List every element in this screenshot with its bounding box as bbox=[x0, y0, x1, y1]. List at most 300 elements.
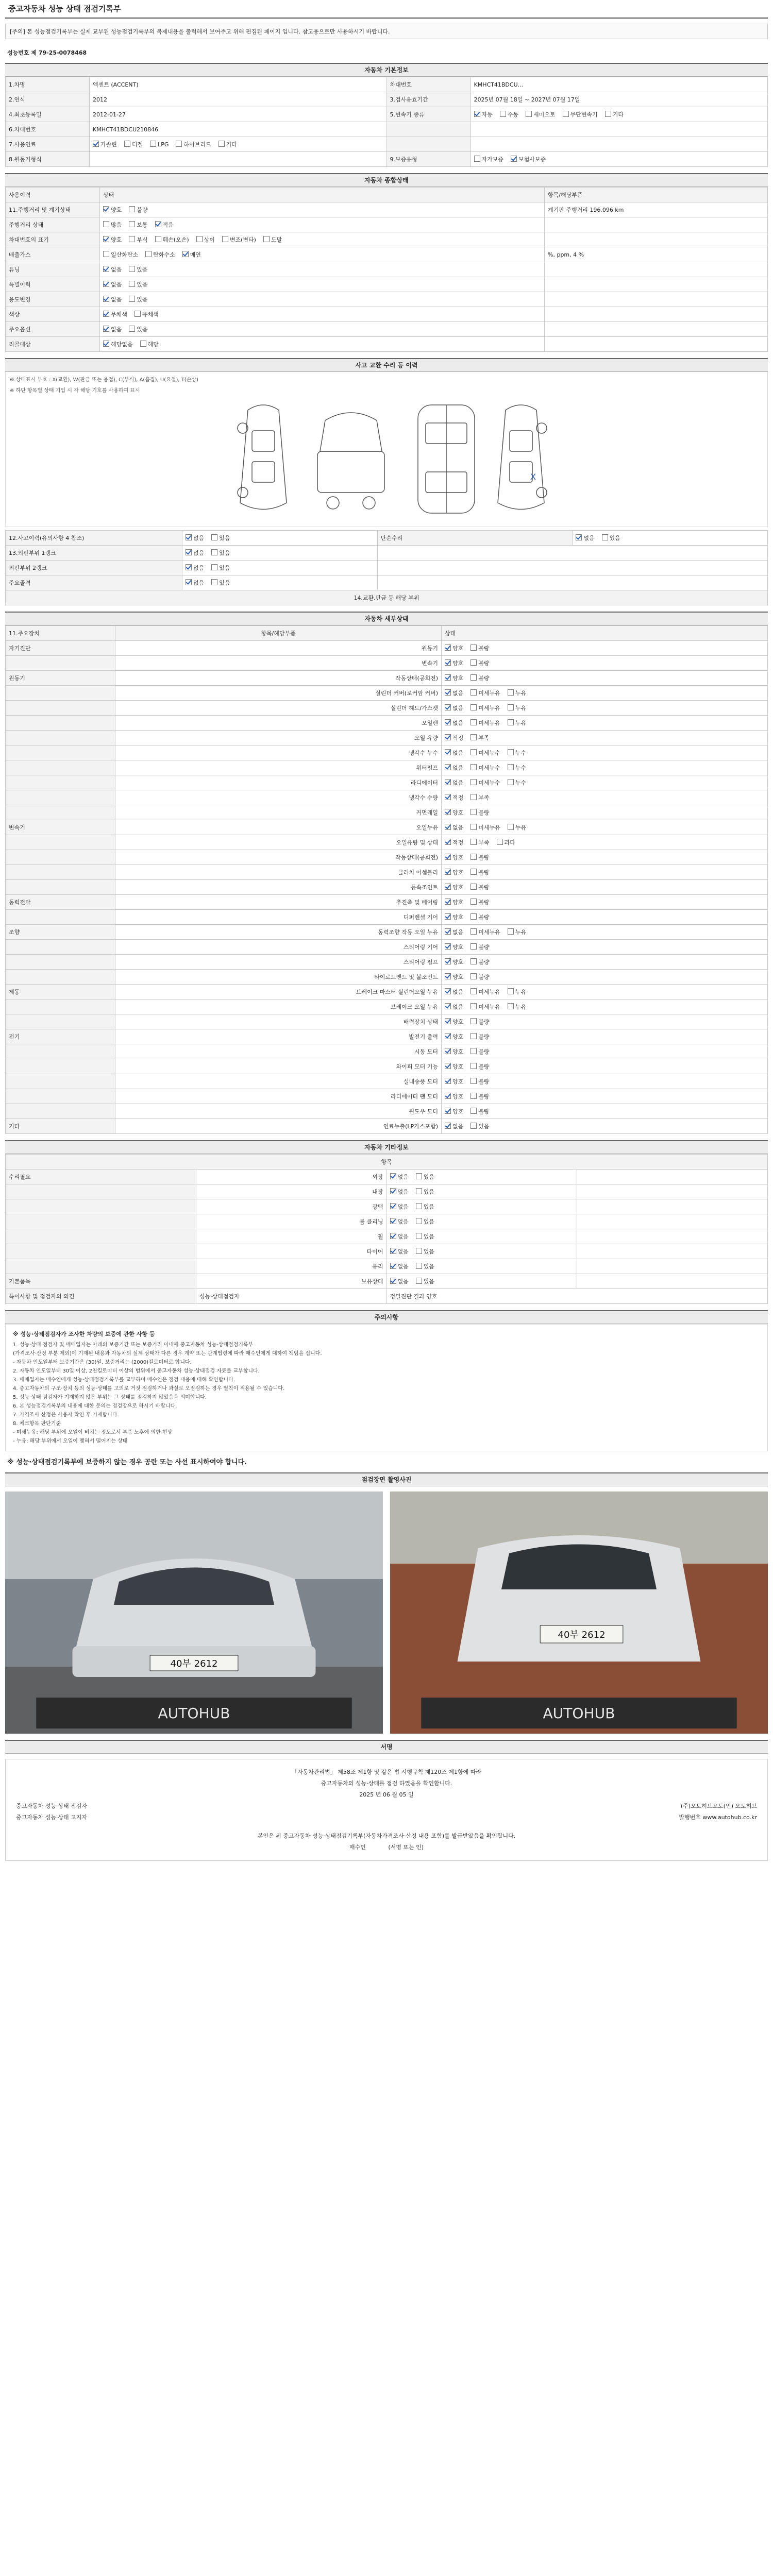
option: 양호 bbox=[445, 645, 463, 652]
general-checkbox[interactable] bbox=[103, 281, 109, 287]
basic-info-table bbox=[5, 77, 768, 167]
option: 미세누유 bbox=[470, 720, 500, 726]
detail-checkbox[interactable] bbox=[445, 1108, 451, 1114]
section-basic-title: 자동차 기본정보 bbox=[5, 63, 768, 77]
fuel-checkbox[interactable] bbox=[176, 141, 182, 147]
inspector-label: 중고자동차 성능·상태 점검자 bbox=[16, 1803, 88, 1809]
accident-checkbox[interactable] bbox=[211, 579, 217, 585]
general-checkbox[interactable] bbox=[196, 236, 203, 242]
other-options bbox=[390, 1233, 442, 1240]
other-checkbox[interactable] bbox=[390, 1248, 396, 1254]
detail-table bbox=[5, 625, 768, 1134]
transmission-checkbox[interactable] bbox=[500, 111, 506, 117]
other-row bbox=[6, 1229, 768, 1244]
general-label: 11.주행거리 및 계기상태 bbox=[6, 202, 100, 217]
detail-checkbox[interactable] bbox=[445, 794, 451, 800]
detail-checkbox[interactable] bbox=[470, 973, 477, 979]
accident-checkbox[interactable] bbox=[186, 534, 192, 540]
general-state bbox=[100, 202, 545, 217]
detail-checkbox[interactable] bbox=[470, 779, 477, 785]
other-extra bbox=[577, 1274, 768, 1289]
other-checkbox[interactable] bbox=[416, 1218, 422, 1224]
detail-state bbox=[442, 701, 768, 716]
option: 있음 bbox=[129, 266, 147, 273]
detail-checkbox[interactable] bbox=[470, 1018, 477, 1024]
detail-checkbox[interactable] bbox=[470, 958, 477, 964]
section-detail-title: 자동차 세부상태 bbox=[5, 612, 768, 625]
detail-checkbox[interactable] bbox=[445, 1003, 451, 1009]
accident-checkbox[interactable] bbox=[211, 549, 217, 555]
detail-checkbox[interactable] bbox=[470, 659, 477, 666]
detail-checkbox[interactable] bbox=[445, 1063, 451, 1069]
sign-line-1: 「자동차관리법」 제58조 제1항 및 같은 법 시행규칙 제120조 제1항에 따라 bbox=[291, 1769, 482, 1775]
other-item: 외장 bbox=[196, 1170, 386, 1184]
detail-checkbox[interactable] bbox=[470, 749, 477, 755]
other-item: 광택 bbox=[196, 1199, 386, 1214]
general-part bbox=[545, 292, 768, 307]
section-photo-title: 점검장면 촬영사진 bbox=[5, 1472, 768, 1486]
other-info-table bbox=[5, 1154, 768, 1304]
detail-item: 타이로드엔드 및 볼조인트 bbox=[115, 970, 442, 985]
detail-checkbox[interactable] bbox=[470, 988, 477, 994]
detail-checkbox[interactable] bbox=[445, 943, 451, 950]
option: 불량 bbox=[470, 899, 489, 906]
option: 적정 bbox=[445, 735, 463, 741]
empty bbox=[377, 575, 767, 590]
general-checkbox[interactable] bbox=[129, 236, 135, 242]
detail-checkbox[interactable] bbox=[445, 958, 451, 964]
other-group bbox=[6, 1199, 196, 1214]
other-item: 룸 클리닝 bbox=[196, 1214, 386, 1229]
detail-item: 윈도우 모터 bbox=[115, 1104, 442, 1119]
detail-item: 오일 유량 bbox=[115, 731, 442, 745]
general-checkbox[interactable] bbox=[135, 311, 141, 317]
other-checkbox[interactable] bbox=[390, 1263, 396, 1269]
detail-checkbox[interactable] bbox=[445, 988, 451, 994]
other-checkbox[interactable] bbox=[416, 1203, 422, 1209]
detail-group: 기타 bbox=[6, 1119, 115, 1134]
detail-checkbox[interactable] bbox=[470, 689, 477, 696]
other-state bbox=[386, 1184, 577, 1199]
detail-checkbox[interactable] bbox=[508, 928, 514, 935]
detail-checkbox[interactable] bbox=[470, 943, 477, 950]
transmission-checkbox[interactable] bbox=[474, 111, 480, 117]
other-row bbox=[6, 1214, 768, 1229]
accident-row bbox=[6, 575, 768, 590]
simple-repair-checkbox[interactable] bbox=[602, 534, 608, 540]
detail-item: 실린더 커버(로커암 커버) bbox=[115, 686, 442, 701]
detail-checkbox[interactable] bbox=[470, 794, 477, 800]
option: 불량 bbox=[470, 1063, 489, 1070]
col-head: 사용이력 bbox=[6, 188, 100, 202]
general-checkbox[interactable] bbox=[129, 206, 135, 212]
note-line: 2. 자동차 인도일부터 30일 이상, 2천킬로미터 이상의 범위에서 중고자동차 성능·상태점검 자료를 교부합니다. bbox=[13, 1368, 260, 1374]
detail-group bbox=[6, 775, 115, 790]
detail-checkbox[interactable] bbox=[470, 839, 477, 845]
detail-state bbox=[442, 1059, 768, 1074]
other-checkbox[interactable] bbox=[390, 1188, 396, 1194]
detail-state bbox=[442, 686, 768, 701]
fuel-checkbox[interactable] bbox=[93, 141, 99, 147]
other-header bbox=[6, 1155, 768, 1170]
option: 양호 bbox=[445, 854, 463, 861]
detail-checkbox[interactable] bbox=[445, 854, 451, 860]
other-checkbox[interactable] bbox=[416, 1248, 422, 1254]
option: 누수 bbox=[508, 779, 526, 786]
detail-checkbox[interactable] bbox=[445, 928, 451, 935]
general-label: 배출가스 bbox=[6, 247, 100, 262]
other-checkbox[interactable] bbox=[416, 1278, 422, 1284]
general-part bbox=[545, 232, 768, 247]
accident-row bbox=[6, 561, 768, 575]
detail-checkbox[interactable] bbox=[470, 1108, 477, 1114]
detail-state bbox=[442, 925, 768, 940]
sign-dealer-row bbox=[16, 1812, 757, 1823]
general-checkbox[interactable] bbox=[155, 221, 161, 227]
dealer-value: 발행번호 www.autohub.co.kr bbox=[679, 1814, 757, 1821]
detail-options bbox=[445, 645, 497, 652]
detail-checkbox[interactable] bbox=[445, 659, 451, 666]
option: 없음 bbox=[186, 565, 204, 571]
other-checkbox[interactable] bbox=[416, 1188, 422, 1194]
option: 불량 bbox=[470, 974, 489, 980]
basic-value: 2012 bbox=[90, 92, 387, 107]
notes-body bbox=[5, 1324, 768, 1451]
option: 있음 bbox=[416, 1263, 434, 1270]
option: 불량 bbox=[470, 1019, 489, 1025]
general-state bbox=[100, 307, 545, 322]
detail-checkbox[interactable] bbox=[470, 869, 477, 875]
general-checkbox[interactable] bbox=[103, 311, 109, 317]
detail-checkbox[interactable] bbox=[470, 1123, 477, 1129]
general-checkbox[interactable] bbox=[103, 296, 109, 302]
general-checkbox[interactable] bbox=[182, 251, 189, 257]
detail-checkbox[interactable] bbox=[445, 869, 451, 875]
detail-state bbox=[442, 835, 768, 850]
other-checkbox[interactable] bbox=[416, 1233, 422, 1239]
basic-row bbox=[6, 77, 768, 92]
general-options bbox=[103, 326, 155, 333]
detail-checkbox[interactable] bbox=[470, 645, 477, 651]
fuel-checkbox[interactable] bbox=[124, 141, 130, 147]
option: 누유 bbox=[508, 824, 526, 831]
warranty-checkbox[interactable] bbox=[474, 156, 480, 162]
accident-label: 12.사고이력(유의사항 4 참조) bbox=[6, 531, 182, 546]
detail-checkbox[interactable] bbox=[445, 1093, 451, 1099]
detail-checkbox[interactable] bbox=[445, 689, 451, 696]
detail-checkbox[interactable] bbox=[508, 704, 514, 710]
detail-checkbox[interactable] bbox=[445, 1123, 451, 1129]
detail-options bbox=[445, 1123, 497, 1130]
option: 있음 bbox=[416, 1218, 434, 1225]
detail-options bbox=[445, 1063, 497, 1070]
detail-state bbox=[442, 985, 768, 999]
warranty-options bbox=[474, 156, 553, 163]
detail-options bbox=[445, 779, 533, 786]
option: 없음 bbox=[103, 326, 122, 333]
detail-checkbox[interactable] bbox=[508, 824, 514, 830]
detail-row bbox=[6, 895, 768, 910]
warranty-checkbox[interactable] bbox=[511, 156, 517, 162]
general-row bbox=[6, 232, 768, 247]
front-photo bbox=[5, 1492, 383, 1734]
basic-label bbox=[386, 137, 470, 152]
inspection-photos bbox=[5, 1492, 768, 1734]
detail-checkbox[interactable] bbox=[445, 734, 451, 740]
detail-checkbox[interactable] bbox=[470, 674, 477, 681]
accident-checkbox[interactable] bbox=[211, 564, 217, 570]
detail-checkbox[interactable] bbox=[470, 913, 477, 920]
detail-item: 오일유량 및 상태 bbox=[115, 835, 442, 850]
detail-group bbox=[6, 970, 115, 985]
accident-checkbox[interactable] bbox=[186, 579, 192, 585]
general-label: 용도변경 bbox=[6, 292, 100, 307]
detail-checkbox[interactable] bbox=[470, 734, 477, 740]
accident-state bbox=[573, 531, 768, 546]
detail-checkbox[interactable] bbox=[445, 913, 451, 920]
detail-checkbox[interactable] bbox=[445, 719, 451, 725]
detail-item: 워터펌프 bbox=[115, 760, 442, 775]
detail-row bbox=[6, 731, 768, 745]
detail-state bbox=[442, 656, 768, 671]
detail-checkbox[interactable] bbox=[470, 764, 477, 770]
detail-row bbox=[6, 940, 768, 955]
option: 기타 bbox=[605, 111, 624, 118]
col-head: 항목/해당부품 bbox=[545, 188, 768, 202]
accident-label: 주요골격 bbox=[6, 575, 182, 590]
general-checkbox[interactable] bbox=[129, 281, 135, 287]
detail-group bbox=[6, 850, 115, 865]
detail-checkbox[interactable] bbox=[445, 674, 451, 681]
basic-value bbox=[470, 107, 768, 122]
basic-value: KMHCT41BDCU210846 bbox=[90, 122, 387, 137]
detail-checkbox[interactable] bbox=[470, 824, 477, 830]
option: 변조(변타) bbox=[222, 236, 256, 243]
car-diagram-area bbox=[5, 372, 768, 527]
detail-checkbox[interactable] bbox=[470, 1048, 477, 1054]
transmission-checkbox[interactable] bbox=[563, 111, 569, 117]
note-line: 1. 성능·상태 점검자 및 매매업자는 아래의 보증기간 또는 보증거리 이내에 중고자동차 성능·상태점검기록부 bbox=[13, 1342, 254, 1348]
detail-row bbox=[6, 820, 768, 835]
general-checkbox[interactable] bbox=[129, 296, 135, 302]
opinion-value: 정밀진단 결과 양호 bbox=[386, 1289, 768, 1304]
detail-checkbox[interactable] bbox=[470, 704, 477, 710]
detail-state bbox=[442, 1119, 768, 1134]
option: 불량 bbox=[470, 959, 489, 965]
accident-label: 13.외판부위 1랭크 bbox=[6, 546, 182, 561]
option: 없음 bbox=[445, 929, 463, 936]
general-checkbox[interactable] bbox=[145, 251, 152, 257]
detail-options bbox=[445, 1108, 497, 1115]
empty bbox=[377, 561, 767, 575]
col-head: 11.주요장치 bbox=[6, 626, 115, 641]
detail-checkbox[interactable] bbox=[508, 779, 514, 785]
detail-checkbox[interactable] bbox=[508, 764, 514, 770]
general-row bbox=[6, 322, 768, 337]
other-group: 수리필요 bbox=[6, 1170, 196, 1184]
general-checkbox[interactable] bbox=[103, 251, 109, 257]
detail-group: 원동기 bbox=[6, 671, 115, 686]
accident-checkbox[interactable] bbox=[186, 549, 192, 555]
other-checkbox[interactable] bbox=[390, 1233, 396, 1239]
detail-checkbox[interactable] bbox=[470, 854, 477, 860]
basic-value: 2012-01-27 bbox=[90, 107, 387, 122]
basic-label: 2.연식 bbox=[6, 92, 90, 107]
detail-checkbox[interactable] bbox=[445, 1078, 451, 1084]
detail-options bbox=[445, 1048, 497, 1055]
detail-checkbox[interactable] bbox=[445, 764, 451, 770]
detail-group bbox=[6, 999, 115, 1014]
detail-checkbox[interactable] bbox=[445, 1033, 451, 1039]
general-row bbox=[6, 247, 768, 262]
detail-checkbox[interactable] bbox=[508, 1003, 514, 1009]
detail-row bbox=[6, 970, 768, 985]
detail-checkbox[interactable] bbox=[470, 899, 477, 905]
transmission-checkbox[interactable] bbox=[605, 111, 611, 117]
detail-checkbox[interactable] bbox=[470, 1078, 477, 1084]
detail-checkbox[interactable] bbox=[497, 839, 503, 845]
basic-label: 4.최초등록일 bbox=[6, 107, 90, 122]
option: 있음 bbox=[211, 580, 230, 586]
transmission-checkbox[interactable] bbox=[526, 111, 532, 117]
option: 없음 bbox=[445, 720, 463, 726]
detail-checkbox[interactable] bbox=[445, 1018, 451, 1024]
detail-row bbox=[6, 835, 768, 850]
detail-checkbox[interactable] bbox=[445, 749, 451, 755]
detail-options bbox=[445, 989, 533, 995]
detail-state bbox=[442, 955, 768, 970]
fuel-checkbox[interactable] bbox=[150, 141, 156, 147]
detail-item: 원동기 bbox=[115, 641, 442, 656]
note-line: 4. 중고자동차의 구조·장치 등의 성능·상태를 고의로 거짓 점검하거나 과실로 오점검하는 경우 벌칙이 적용될 수 있습니다. bbox=[13, 1386, 285, 1392]
general-checkbox[interactable] bbox=[103, 266, 109, 272]
option: 있음 bbox=[416, 1189, 434, 1195]
detail-checkbox[interactable] bbox=[470, 719, 477, 725]
detail-checkbox[interactable] bbox=[445, 839, 451, 845]
detail-checkbox[interactable] bbox=[508, 749, 514, 755]
option: 불량 bbox=[470, 944, 489, 951]
detail-row bbox=[6, 1044, 768, 1059]
detail-checkbox[interactable] bbox=[470, 1093, 477, 1099]
certificate-number bbox=[5, 48, 768, 57]
general-checkbox[interactable] bbox=[103, 326, 109, 332]
detail-group bbox=[6, 1089, 115, 1104]
option: 부족 bbox=[470, 794, 489, 801]
general-options bbox=[103, 251, 208, 258]
general-checkbox[interactable] bbox=[103, 206, 109, 212]
detail-options bbox=[445, 675, 497, 682]
accident-checkbox[interactable] bbox=[186, 564, 192, 570]
detail-row bbox=[6, 1089, 768, 1104]
general-checkbox[interactable] bbox=[103, 221, 109, 227]
detail-checkbox[interactable] bbox=[445, 809, 451, 815]
section-notes-title: 주의사항 bbox=[5, 1310, 768, 1324]
simple-repair-checkbox[interactable] bbox=[576, 534, 582, 540]
other-options bbox=[390, 1204, 442, 1210]
detail-checkbox[interactable] bbox=[445, 1048, 451, 1054]
detail-options bbox=[445, 959, 497, 965]
option: 누수 bbox=[508, 765, 526, 771]
general-checkbox[interactable] bbox=[222, 236, 228, 242]
detail-item: 배력장치 상태 bbox=[115, 1014, 442, 1029]
detail-row bbox=[6, 805, 768, 820]
general-checkbox[interactable] bbox=[263, 236, 270, 242]
general-checkbox[interactable] bbox=[103, 236, 109, 242]
general-checkbox[interactable] bbox=[140, 341, 146, 347]
basic-label: 7.사용연료 bbox=[6, 137, 90, 152]
option: 부족 bbox=[470, 735, 489, 741]
accident-checkbox[interactable] bbox=[211, 534, 217, 540]
detail-checkbox[interactable] bbox=[445, 824, 451, 830]
option: 없음 bbox=[103, 296, 122, 303]
other-group bbox=[6, 1184, 196, 1199]
other-extra bbox=[577, 1259, 768, 1274]
detail-checkbox[interactable] bbox=[445, 704, 451, 710]
option: 유채색 bbox=[135, 311, 159, 318]
detail-checkbox[interactable] bbox=[445, 899, 451, 905]
general-checkbox[interactable] bbox=[129, 326, 135, 332]
general-checkbox[interactable] bbox=[129, 266, 135, 272]
fuel-checkbox[interactable] bbox=[219, 141, 225, 147]
general-checkbox[interactable] bbox=[103, 341, 109, 347]
other-options bbox=[390, 1278, 442, 1285]
detail-checkbox[interactable] bbox=[445, 645, 451, 651]
other-options bbox=[390, 1174, 442, 1180]
other-checkbox[interactable] bbox=[390, 1278, 396, 1284]
detail-checkbox[interactable] bbox=[445, 779, 451, 785]
detail-row bbox=[6, 1074, 768, 1089]
note-line: 7. 가격조사 산정은 사용자 확인 후 기재합니다. bbox=[13, 1412, 119, 1418]
detail-checkbox[interactable] bbox=[445, 884, 451, 890]
detail-state bbox=[442, 731, 768, 745]
detail-checkbox[interactable] bbox=[470, 1003, 477, 1009]
general-checkbox[interactable] bbox=[155, 236, 161, 242]
detail-checkbox[interactable] bbox=[470, 1063, 477, 1069]
detail-checkbox[interactable] bbox=[470, 809, 477, 815]
option: 누유 bbox=[508, 929, 526, 936]
detail-checkbox[interactable] bbox=[508, 689, 514, 696]
basic-label: 8.원동기형식 bbox=[6, 152, 90, 167]
basic-label: 5.변속기 종류 bbox=[386, 107, 470, 122]
detail-checkbox[interactable] bbox=[470, 928, 477, 935]
other-checkbox[interactable] bbox=[390, 1173, 396, 1179]
other-checkbox[interactable] bbox=[390, 1203, 396, 1209]
detail-checkbox[interactable] bbox=[508, 719, 514, 725]
general-checkbox[interactable] bbox=[129, 221, 135, 227]
detail-options bbox=[445, 690, 533, 697]
mark-x-icon: X bbox=[530, 472, 536, 482]
detail-checkbox[interactable] bbox=[470, 884, 477, 890]
detail-options bbox=[445, 1078, 497, 1085]
other-checkbox[interactable] bbox=[416, 1173, 422, 1179]
option: 양호 bbox=[445, 1063, 463, 1070]
detail-checkbox[interactable] bbox=[508, 988, 514, 994]
other-checkbox[interactable] bbox=[390, 1218, 396, 1224]
general-state bbox=[100, 292, 545, 307]
option: 없음 bbox=[390, 1278, 409, 1285]
general-state bbox=[100, 247, 545, 262]
basic-row bbox=[6, 107, 768, 122]
other-checkbox[interactable] bbox=[416, 1263, 422, 1269]
option: 미세누유 bbox=[470, 929, 500, 936]
detail-row bbox=[6, 641, 768, 656]
detail-group bbox=[6, 790, 115, 805]
note-line: 5. 성능·상태 점검자가 기재하지 않은 부위는 그 상태를 점검하지 않았음을 의미합니다. bbox=[13, 1395, 207, 1400]
detail-checkbox[interactable] bbox=[470, 1033, 477, 1039]
option: 양호 bbox=[445, 1093, 463, 1100]
option: 부식 bbox=[129, 236, 147, 243]
detail-checkbox[interactable] bbox=[445, 973, 451, 979]
